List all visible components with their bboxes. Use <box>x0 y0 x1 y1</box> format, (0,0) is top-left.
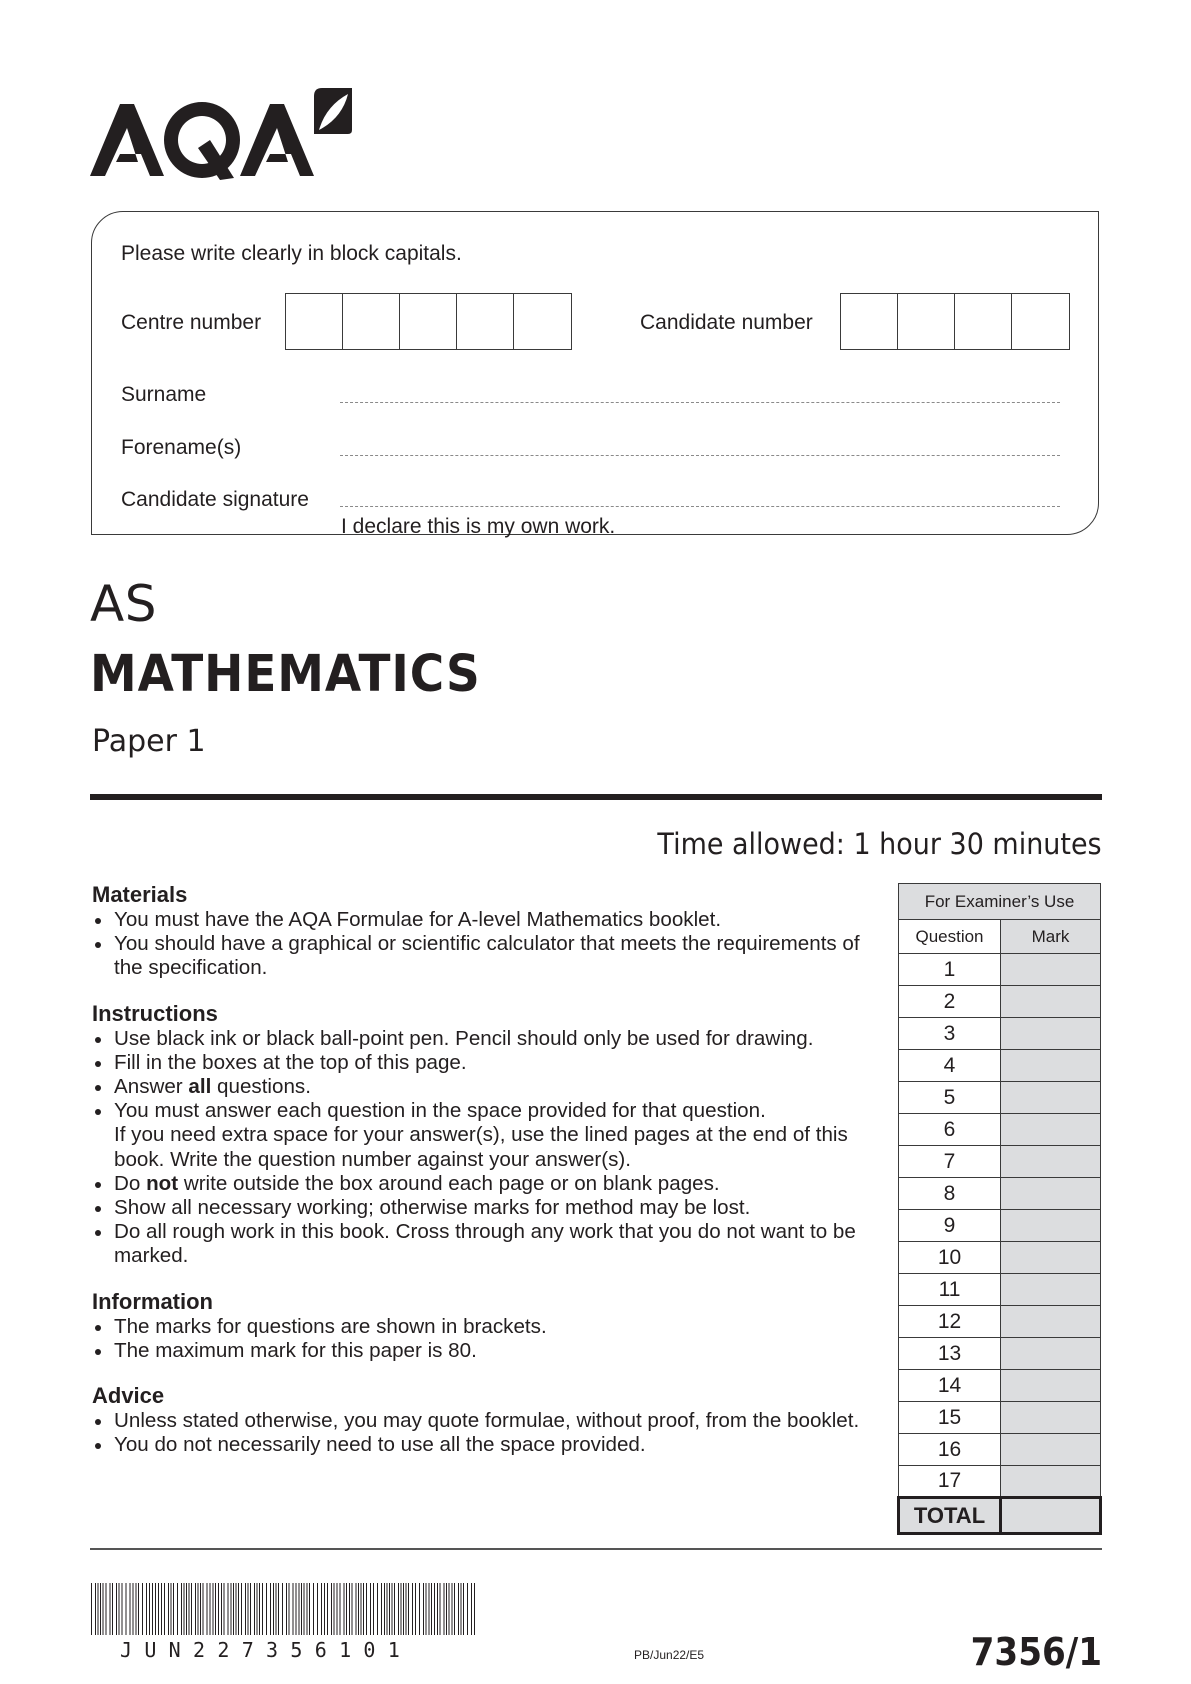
list-item: Fill in the boxes at the top of this page. <box>92 1051 892 1075</box>
centre-number-digit[interactable] <box>343 294 400 349</box>
barcode-bar <box>370 1583 371 1635</box>
barcode-bar <box>392 1583 393 1635</box>
information-section <box>92 1289 892 1363</box>
table-header-row <box>899 920 1101 954</box>
barcode-bar <box>155 1583 156 1635</box>
barcode-bar <box>471 1583 472 1635</box>
total-label: TOTAL <box>899 1498 1001 1534</box>
barcode-bar <box>241 1583 242 1635</box>
barcode-bar <box>119 1583 120 1635</box>
mark-cell[interactable] <box>1001 986 1101 1018</box>
mark-cell[interactable] <box>1001 1434 1101 1466</box>
barcode-bar <box>398 1583 399 1635</box>
barcode-bar <box>401 1583 402 1635</box>
block-capitals-instruction: Please write clearly in block capitals. <box>121 242 462 265</box>
barcode-bar <box>356 1583 357 1635</box>
barcode-bar <box>431 1583 432 1635</box>
barcode-bar <box>142 1583 143 1635</box>
question-number: 2 <box>899 986 1001 1018</box>
barcode-bar <box>95 1583 96 1635</box>
list-item: Use black ink or black ball-point pen. Pencil should only be used for drawing. <box>92 1027 892 1051</box>
emphasis: not <box>146 1171 179 1195</box>
table-row <box>899 1370 1101 1402</box>
barcode-bar <box>186 1583 187 1635</box>
barcode-bar <box>112 1583 113 1635</box>
mark-cell[interactable] <box>1001 1178 1101 1210</box>
forenames-input-line[interactable] <box>340 455 1060 456</box>
text: You must answer each question in the space provided for that question. <box>114 1099 766 1123</box>
barcode-bar <box>149 1583 150 1635</box>
barcode-bar <box>181 1583 182 1635</box>
barcode-bar <box>406 1583 407 1635</box>
barcode-bar <box>262 1583 263 1635</box>
barcode-bar <box>304 1583 305 1635</box>
barcode-bar <box>296 1583 297 1635</box>
candidate-number-label: Candidate number <box>640 311 813 334</box>
mark-cell[interactable] <box>1001 954 1101 986</box>
barcode-bar <box>266 1583 267 1635</box>
barcode-bar <box>337 1583 338 1635</box>
barcode-bar <box>377 1583 378 1635</box>
barcode-bar <box>110 1583 111 1635</box>
column-header-question: Question <box>899 920 1001 954</box>
candidate-number-input[interactable] <box>840 293 1070 350</box>
centre-number-digit[interactable] <box>457 294 514 349</box>
barcode-bar <box>106 1583 107 1635</box>
barcode-bar <box>276 1583 277 1635</box>
text: Answer <box>114 1075 189 1099</box>
barcode-bar <box>270 1583 271 1635</box>
paper-code: 7356/1 <box>970 1630 1102 1674</box>
barcode-bar <box>437 1583 438 1635</box>
list-item: Unless stated otherwise, you may quote formulae, without proof, from the booklet. <box>92 1409 892 1433</box>
barcode-bar <box>173 1583 174 1635</box>
list-item: You must have the AQA Formulae for A-level Mathematics booklet. <box>92 908 892 932</box>
barcode-bar <box>231 1583 232 1635</box>
question-number: 8 <box>899 1178 1001 1210</box>
candidate-number-digit[interactable] <box>841 294 898 349</box>
barcode-bar <box>146 1583 147 1635</box>
barcode-bar <box>215 1583 216 1635</box>
table-row <box>899 1242 1101 1274</box>
barcode-bar <box>458 1583 459 1635</box>
table-row <box>899 1274 1101 1306</box>
barcode-bar <box>98 1583 99 1635</box>
barcode-bar <box>158 1583 159 1635</box>
information-heading: Information <box>92 1288 213 1314</box>
list-item: You should have a graphical or scientific calculator that meets the requirements of the specification. <box>92 932 892 980</box>
instructions-section <box>92 1001 892 1269</box>
barcode <box>91 1583 477 1635</box>
table-row <box>899 986 1101 1018</box>
list-item <box>92 1099 892 1172</box>
total-row <box>899 1498 1101 1534</box>
barcode-bar <box>103 1583 104 1635</box>
barcode-bar <box>224 1583 225 1635</box>
qualification-level: AS <box>90 575 157 633</box>
advice-section <box>92 1383 892 1457</box>
barcode-bar <box>126 1583 127 1635</box>
list-item: Show all necessary working; otherwise marks for method may be lost. <box>92 1196 892 1220</box>
question-number: 1 <box>899 954 1001 986</box>
barcode-bar <box>168 1583 169 1635</box>
title-divider <box>90 794 1102 800</box>
barcode-bar <box>100 1583 101 1635</box>
materials-section <box>92 882 892 981</box>
barcode-bar <box>293 1583 294 1635</box>
list-item: The marks for questions are shown in brackets. <box>92 1315 892 1339</box>
barcode-bar <box>429 1583 430 1635</box>
barcode-bar <box>218 1583 219 1635</box>
barcode-bar <box>133 1583 134 1635</box>
table-title-row <box>899 884 1101 920</box>
barcode-bar <box>426 1583 427 1635</box>
barcode-bar <box>423 1583 424 1635</box>
advice-heading: Advice <box>92 1383 165 1409</box>
barcode-bar <box>164 1583 165 1635</box>
front-cover-instructions <box>92 882 892 1477</box>
table-row <box>899 1434 1101 1466</box>
barcode-bar <box>122 1583 123 1635</box>
barcode-bar <box>317 1583 318 1635</box>
question-number: 14 <box>899 1370 1001 1402</box>
column-header-mark: Mark <box>1001 920 1101 954</box>
question-number: 12 <box>899 1306 1001 1338</box>
barcode-bar <box>363 1583 364 1635</box>
barcode-bar <box>248 1583 249 1635</box>
barcode-bar <box>452 1583 453 1635</box>
barcode-bar <box>327 1583 328 1635</box>
mark-cell[interactable] <box>1001 1082 1101 1114</box>
barcode-bar <box>301 1583 302 1635</box>
barcode-bar <box>321 1583 322 1635</box>
print-code: PB/Jun22/E5 <box>634 1648 705 1662</box>
barcode-bar <box>307 1583 308 1635</box>
barcode-bar <box>289 1583 290 1635</box>
barcode-bar <box>444 1583 445 1635</box>
barcode-bar <box>136 1583 137 1635</box>
instructions-heading: Instructions <box>92 1000 218 1026</box>
mark-cell[interactable] <box>1001 1242 1101 1274</box>
barcode-bar <box>412 1583 413 1635</box>
centre-number-digit[interactable] <box>286 294 343 349</box>
barcode-bar <box>238 1583 239 1635</box>
mark-cell[interactable] <box>1001 1306 1101 1338</box>
barcode-bar <box>389 1583 390 1635</box>
barcode-bar <box>344 1583 345 1635</box>
question-number: 10 <box>899 1242 1001 1274</box>
footer-divider <box>90 1548 1102 1550</box>
barcode-bar <box>366 1583 367 1635</box>
table-row <box>899 1018 1101 1050</box>
barcode-bar <box>245 1583 246 1635</box>
declaration-text: I declare this is my own work. <box>341 515 616 538</box>
time-allowed: Time allowed: 1 hour 30 minutes <box>657 827 1102 861</box>
table-row <box>899 1402 1101 1434</box>
question-number: 4 <box>899 1050 1001 1082</box>
table-row <box>899 1178 1101 1210</box>
barcode-bar <box>257 1583 258 1635</box>
barcode-bar <box>177 1583 178 1635</box>
table-row <box>899 1082 1101 1114</box>
materials-heading: Materials <box>92 882 188 907</box>
barcode-bar <box>198 1583 199 1635</box>
aqa-logo <box>90 88 352 180</box>
barcode-bar <box>195 1583 196 1635</box>
question-number: 13 <box>899 1338 1001 1370</box>
mark-cell[interactable] <box>1001 1466 1101 1498</box>
table-row <box>899 954 1101 986</box>
barcode-bar <box>446 1583 447 1635</box>
barcode-bar <box>299 1583 300 1635</box>
barcode-bar <box>331 1583 332 1635</box>
question-number: 7 <box>899 1146 1001 1178</box>
barcode-bar <box>200 1583 201 1635</box>
barcode-bar <box>116 1583 117 1635</box>
list-item <box>92 1172 892 1196</box>
question-number: 3 <box>899 1018 1001 1050</box>
mark-cell[interactable] <box>1001 1050 1101 1082</box>
table-row <box>899 1338 1101 1370</box>
barcode-bar <box>250 1583 251 1635</box>
question-number: 6 <box>899 1114 1001 1146</box>
barcode-bar <box>189 1583 190 1635</box>
table-row <box>899 1146 1101 1178</box>
mark-cell[interactable] <box>1001 1338 1101 1370</box>
table-row <box>899 1210 1101 1242</box>
barcode-bar <box>130 1583 131 1635</box>
list-item <box>92 1075 892 1099</box>
emphasis: all <box>188 1075 212 1099</box>
table-title: For Examiner’s Use <box>899 884 1101 920</box>
barcode-bar <box>440 1583 441 1635</box>
barcode-bar <box>384 1583 385 1635</box>
barcode-bar <box>282 1583 283 1635</box>
signature-input-line[interactable] <box>340 506 1060 507</box>
mark-cell[interactable] <box>1001 1018 1101 1050</box>
barcode-bar <box>207 1583 208 1635</box>
text: write outside the box around each page or on blank pages. <box>178 1171 720 1195</box>
paper-number: Paper 1 <box>92 724 206 759</box>
barcode-bar <box>91 1583 92 1635</box>
barcode-bar <box>334 1583 335 1635</box>
table-row <box>899 1466 1101 1498</box>
centre-number-input[interactable] <box>285 293 572 350</box>
mark-cell[interactable] <box>1001 1210 1101 1242</box>
list-item: Do all rough work in this book. Cross through any work that you do not want to be marked. <box>92 1220 892 1268</box>
barcode-bar <box>221 1583 222 1635</box>
barcode-bar <box>463 1583 464 1635</box>
barcode-bar <box>254 1583 255 1635</box>
mark-cell[interactable] <box>1001 1402 1101 1434</box>
barcode-bar <box>361 1583 362 1635</box>
subject-title: MATHEMATICS <box>90 645 481 704</box>
table-row <box>899 1114 1101 1146</box>
mark-cell[interactable] <box>1001 1370 1101 1402</box>
barcode-bar <box>191 1583 192 1635</box>
barcode-bar <box>461 1583 462 1635</box>
mark-cell[interactable] <box>1001 1274 1101 1306</box>
barcode-bar <box>138 1583 139 1635</box>
question-number: 5 <box>899 1082 1001 1114</box>
list-item: You do not necessarily need to use all the space provided. <box>92 1433 892 1457</box>
barcode-bar <box>387 1583 388 1635</box>
barcode-bar <box>394 1583 395 1635</box>
mark-cell[interactable] <box>1001 1146 1101 1178</box>
barcode-bar <box>152 1583 153 1635</box>
mark-cell[interactable] <box>1001 1114 1101 1146</box>
centre-number-label: Centre number <box>121 311 262 334</box>
text: questions. <box>211 1075 311 1099</box>
barcode-bar <box>434 1583 435 1635</box>
barcode-text: JUN227356101 <box>120 1638 413 1662</box>
barcode-bar <box>286 1583 287 1635</box>
barcode-bar <box>346 1583 347 1635</box>
total-mark-cell[interactable] <box>1001 1498 1101 1534</box>
centre-number-digit[interactable] <box>514 294 571 349</box>
barcode-bar <box>233 1583 234 1635</box>
table-row <box>899 1306 1101 1338</box>
forenames-label: Forename(s) <box>121 436 242 459</box>
barcode-bar <box>273 1583 274 1635</box>
question-number: 16 <box>899 1434 1001 1466</box>
barcode-bar <box>340 1583 341 1635</box>
barcode-bar <box>184 1583 185 1635</box>
barcode-bar <box>373 1583 374 1635</box>
barcode-bar <box>236 1583 237 1635</box>
question-number: 15 <box>899 1402 1001 1434</box>
table-row <box>899 1050 1101 1082</box>
barcode-bar <box>171 1583 172 1635</box>
barcode-bar <box>454 1583 455 1635</box>
barcode-bar <box>203 1583 204 1635</box>
barcode-bar <box>228 1583 229 1635</box>
text: Do <box>114 1171 147 1195</box>
question-number: 9 <box>899 1210 1001 1242</box>
signature-label: Candidate signature <box>121 488 309 511</box>
barcode-bar <box>358 1583 359 1635</box>
barcode-bar <box>309 1583 310 1635</box>
barcode-bar <box>259 1583 260 1635</box>
surname-input-line[interactable] <box>340 402 1060 403</box>
barcode-bar <box>403 1583 404 1635</box>
question-number: 17 <box>899 1466 1001 1498</box>
barcode-bar <box>161 1583 162 1635</box>
candidate-number-digit[interactable] <box>898 294 955 349</box>
barcode-bar <box>381 1583 382 1635</box>
centre-number-digit[interactable] <box>400 294 457 349</box>
barcode-bar <box>449 1583 450 1635</box>
candidate-number-digit[interactable] <box>1012 294 1069 349</box>
barcode-bar <box>467 1583 468 1635</box>
candidate-number-digit[interactable] <box>955 294 1012 349</box>
barcode-bar <box>419 1583 420 1635</box>
barcode-bar <box>313 1583 314 1635</box>
barcode-bar <box>324 1583 325 1635</box>
examiners-use-table <box>897 883 1102 1535</box>
text: If you need extra space for your answer(s), use the lined pages at the end of this book. Write the question number against your answer(s). <box>114 1123 848 1171</box>
barcode-bar <box>352 1583 353 1635</box>
barcode-bar <box>474 1583 475 1635</box>
barcode-bar <box>415 1583 416 1635</box>
barcode-bar <box>210 1583 211 1635</box>
barcode-bar <box>408 1583 409 1635</box>
question-number: 11 <box>899 1274 1001 1306</box>
barcode-bar <box>349 1583 350 1635</box>
list-item: The maximum mark for this paper is 80. <box>92 1339 892 1363</box>
surname-label: Surname <box>121 383 207 406</box>
barcode-bar <box>213 1583 214 1635</box>
barcode-bar <box>278 1583 279 1635</box>
